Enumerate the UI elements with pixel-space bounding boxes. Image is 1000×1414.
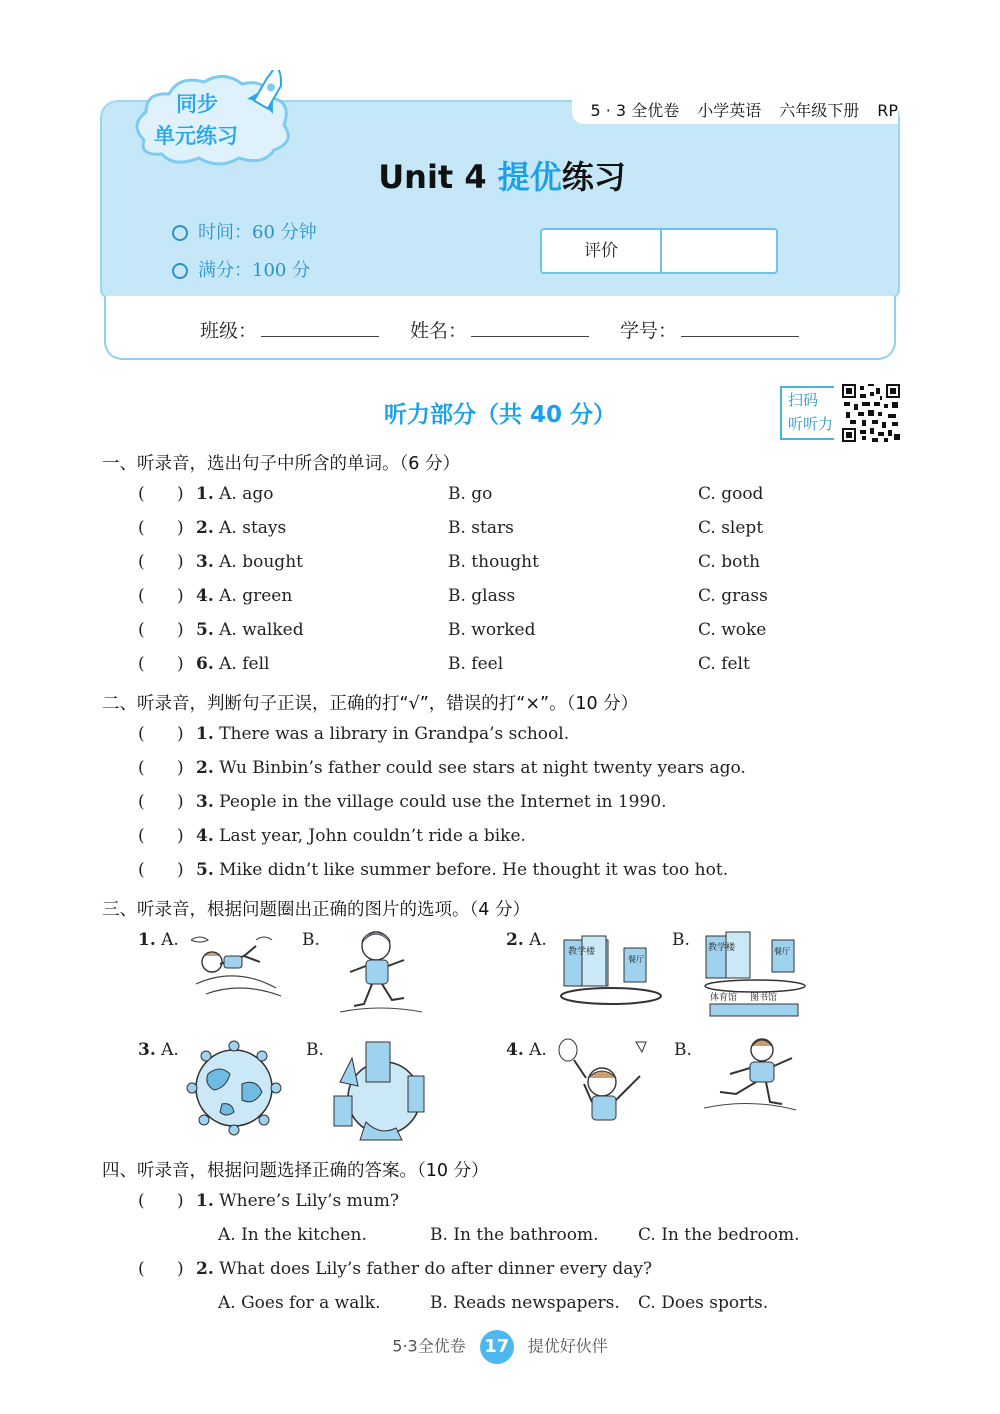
option-a [218, 1293, 381, 1313]
polluted-earth-image[interactable] [330, 1036, 430, 1146]
girl-skating-small-image[interactable] [700, 1036, 800, 1116]
question [196, 1259, 652, 1279]
option-b [448, 586, 515, 606]
header-banner [100, 92, 900, 360]
option-a-text: A. In the kitchen. [218, 1225, 367, 1245]
option-a [196, 484, 274, 504]
p3-q2-b: B. [672, 930, 690, 950]
time-text: 时间：60 分钟 [198, 222, 317, 243]
option-c [698, 654, 750, 674]
building-label-canteen-b: 餐厅 [774, 947, 790, 956]
badge-line-1: 同步 [176, 92, 218, 116]
option-a [196, 586, 292, 606]
series-grade: 六年级下册 [779, 101, 860, 120]
question-number: 4. [196, 586, 214, 606]
green-earth-image[interactable] [186, 1040, 282, 1136]
question-number: 2. [196, 758, 214, 778]
part1-heading: 一、听录音，选出句子中所含的单词。（6 分） [102, 454, 460, 474]
option-a-text: A. Goes for a walk. [218, 1293, 381, 1313]
listening-section-title: 听力部分（共 40 分） [383, 402, 617, 428]
rating-label: 评价 [542, 230, 662, 272]
question-number: 6. [196, 654, 214, 674]
option-b [448, 484, 492, 504]
name-field[interactable] [410, 316, 589, 343]
option-c-text: C. slept [698, 518, 764, 538]
answer-blank[interactable]: ( ) [138, 654, 184, 674]
answer-blank[interactable]: ( ) [138, 860, 184, 880]
part3-heading: 三、听录音，根据问题圈出正确的图片的选项。（4 分） [102, 900, 530, 920]
p3-q4-b: B. [674, 1040, 692, 1060]
option-a-text: A. fell [219, 654, 270, 674]
statement-text: Wu Binbin’s father could see stars at night twenty years ago. [219, 758, 746, 778]
answer-blank[interactable]: ( ) [138, 1259, 184, 1279]
option-b-text: B. stars [448, 518, 514, 538]
option-b-text: B. feel [448, 654, 504, 674]
series-edition: RP [877, 101, 898, 120]
class-label: 班级： [200, 320, 258, 342]
id-label: 学号： [620, 320, 678, 342]
option-a [218, 1225, 367, 1245]
option-c [698, 586, 768, 606]
question-number: 2. [196, 518, 214, 538]
option-c [638, 1293, 768, 1313]
p3-q1-label: 1. A. [138, 930, 179, 950]
question-number: 3. [196, 792, 214, 812]
answer-blank[interactable]: ( ) [138, 620, 184, 640]
statement [196, 792, 667, 812]
page-number: 17 [480, 1330, 514, 1364]
option-c [698, 552, 760, 572]
question-number: 1. [196, 724, 214, 744]
building-label-canteen-a: 餐厅 [628, 955, 644, 964]
name-label: 姓名： [410, 320, 468, 342]
statement-text: Mike didn’t like summer before. He thought it was too hot. [219, 860, 729, 880]
option-c-text: C. good [698, 484, 764, 504]
answer-blank[interactable]: ( ) [138, 724, 184, 744]
title-prefix: Unit 4 [378, 158, 498, 196]
statement [196, 758, 746, 778]
series-subject: 小学英语 [697, 101, 762, 120]
statement-text: There was a library in Grandpa’s school. [219, 724, 570, 744]
option-c-text: C. both [698, 552, 761, 572]
unit-badge [124, 70, 294, 162]
p3-q2-label: 2. A. [506, 930, 547, 950]
option-b [448, 552, 539, 572]
option-b [430, 1293, 620, 1313]
building-label-library: 图书馆 [750, 993, 778, 1003]
girl-skating-image[interactable] [330, 926, 430, 1018]
question-number: 5. [196, 860, 214, 880]
option-c [698, 620, 766, 640]
answer-blank[interactable]: ( ) [138, 792, 184, 812]
school-buildings-image-a[interactable] [556, 930, 666, 1010]
id-blank[interactable] [681, 320, 799, 337]
option-c-text: C. woke [698, 620, 767, 640]
statement [196, 724, 569, 744]
badge-line-2: 单元练习 [154, 124, 238, 148]
series-name: 5 · 3 全优卷 [590, 101, 680, 120]
option-a [196, 620, 304, 640]
question-number: 1. [196, 484, 214, 504]
answer-blank[interactable]: ( ) [138, 552, 184, 572]
option-c-text: C. In the bedroom. [638, 1225, 800, 1245]
option-c [638, 1225, 799, 1245]
option-b-text: B. go [448, 484, 493, 504]
question-text: What does Lily’s father do after dinner every day? [219, 1259, 653, 1279]
p3-q3-b: B. [306, 1040, 324, 1060]
option-c-text: C. Does sports. [638, 1293, 769, 1313]
option-a [196, 552, 303, 572]
answer-blank[interactable]: ( ) [138, 518, 184, 538]
time-info [172, 218, 317, 244]
question-number: 1. [196, 1191, 214, 1211]
qr-code-icon[interactable] [842, 384, 900, 442]
statement-text: Last year, John couldn’t ride a bike. [219, 826, 526, 846]
option-c [698, 484, 763, 504]
answer-blank[interactable]: ( ) [138, 758, 184, 778]
id-field[interactable] [620, 316, 799, 343]
option-a [196, 518, 286, 538]
option-a-text: A. bought [219, 552, 303, 572]
option-b-text: B. thought [448, 552, 539, 572]
score-text: 满分：100 分 [198, 260, 311, 281]
qr-label-line-1: 扫码 [788, 391, 819, 409]
clock-icon [172, 225, 188, 241]
option-a [196, 654, 269, 674]
footer-right: 提优好伙伴 [527, 1336, 608, 1356]
option-a-text: A. ago [219, 484, 274, 504]
answer-blank[interactable]: ( ) [138, 484, 184, 504]
question-number: 5. [196, 620, 214, 640]
option-c-text: C. grass [698, 586, 768, 606]
name-blank[interactable] [471, 320, 589, 337]
girl-falling-skating-image[interactable] [186, 926, 286, 1004]
part2-heading: 二、听录音，判断句子正误，正确的打“√”，错误的打“×”。（10 分） [102, 694, 639, 714]
question [196, 1191, 399, 1211]
question-number: 4. [196, 826, 214, 846]
school-buildings-image-b[interactable] [700, 930, 810, 1022]
option-c-text: C. felt [698, 654, 750, 674]
part4-heading: 四、听录音，根据问题选择正确的答案。（10 分） [102, 1161, 489, 1181]
option-b [448, 620, 535, 640]
series-info [572, 100, 898, 124]
option-b-text: B. In the bathroom. [430, 1225, 599, 1245]
title-highlight: 提优 [497, 158, 562, 196]
rating-box [540, 228, 778, 274]
qr-label [780, 386, 834, 440]
option-b-text: B. Reads newspapers. [430, 1293, 620, 1313]
option-a-text: A. green [219, 586, 293, 606]
statement [196, 860, 728, 880]
page-footer [0, 1330, 1000, 1366]
p3-q4-label: 4. A. [506, 1040, 547, 1060]
option-a-text: A. walked [219, 620, 304, 640]
student-info-row [104, 296, 896, 360]
statement [196, 826, 526, 846]
statement-text: People in the village could use the Internet in 1990. [219, 792, 667, 812]
class-blank[interactable] [261, 320, 379, 337]
question-text: Where’s Lily’s mum? [219, 1191, 399, 1211]
answer-blank[interactable]: ( ) [138, 1191, 184, 1211]
score-info [172, 256, 310, 282]
p3-q3-label: 3. A. [138, 1040, 179, 1060]
question-number: 3. [196, 552, 214, 572]
question-number: 2. [196, 1259, 214, 1279]
p3-q1-b: B. [302, 930, 320, 950]
option-b-text: B. glass [448, 586, 516, 606]
answer-blank[interactable]: ( ) [138, 586, 184, 606]
qr-label-line-2: 听听力 [788, 415, 834, 433]
building-label-teaching-a: 教学楼 [568, 947, 596, 957]
option-b [448, 518, 514, 538]
option-c [698, 518, 763, 538]
title-suffix: 练习 [561, 158, 626, 196]
footer-left: 5·3全优卷 [392, 1336, 466, 1356]
option-a-text: A. stays [219, 518, 287, 538]
option-b-text: B. worked [448, 620, 536, 640]
boy-badminton-image[interactable] [556, 1036, 656, 1128]
option-b [448, 654, 503, 674]
building-label-gym: 体育馆 [710, 993, 738, 1003]
check-icon [172, 263, 188, 279]
building-label-teaching-b: 教学楼 [708, 943, 736, 953]
answer-blank[interactable]: ( ) [138, 826, 184, 846]
class-field[interactable] [200, 316, 379, 343]
option-b [430, 1225, 599, 1245]
